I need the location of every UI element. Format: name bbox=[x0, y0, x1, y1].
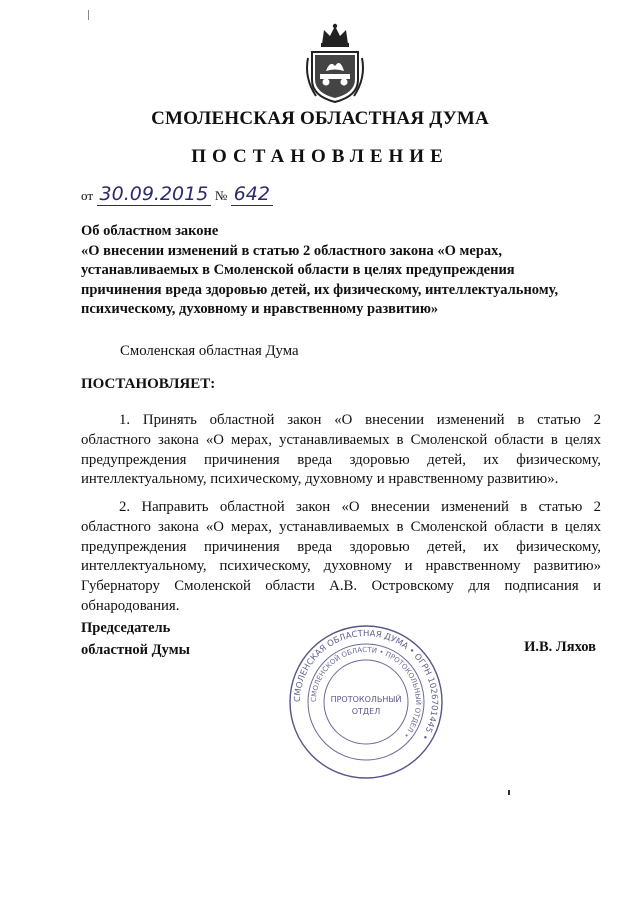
date-number-line bbox=[81, 183, 273, 206]
paragraph-2 bbox=[81, 498, 601, 617]
scan-speck bbox=[508, 790, 510, 795]
paragraph-line: областного закона «О мерах, устанавливаемых в Смоленской области в целях bbox=[81, 431, 601, 448]
subject-heading bbox=[81, 222, 601, 320]
paragraph-line: предупреждения причинения вреда здоровью детей, их физическому, bbox=[81, 451, 601, 468]
subject-line: «О внесении изменений в статью 2 областного закона «О мерах, bbox=[81, 242, 503, 259]
organization-title: СМОЛЕНСКАЯ ОБЛАСТНАЯ ДУМА bbox=[151, 108, 489, 129]
paragraph-line: интеллектуальному, психическому, духовному и нравственному развитию» bbox=[81, 558, 601, 575]
paragraph-line: предупреждения причинения вреда здоровью детей, их физическому, bbox=[81, 538, 601, 555]
smolensk-coat-of-arms-icon bbox=[302, 22, 368, 106]
document-date: 30.09.2015 bbox=[97, 183, 212, 206]
subject-line: причинения вреда здоровью детей, их физическому, интеллектуальному, bbox=[81, 281, 559, 298]
intro-text: Смоленская областная Дума bbox=[120, 343, 299, 359]
stamp-inner-text: СМОЛЕНСКОЙ ОБЛАСТИ • ПРОТОКОЛЬНЫЙ ОТДЕЛ • bbox=[309, 645, 423, 740]
paragraph-line: 2. Направить областной закон «О внесении изменений в статью 2 bbox=[119, 499, 601, 515]
signer-name: И.В. Ляхов bbox=[524, 639, 596, 655]
paragraph-line: интеллектуальному, психическому, духовному и нравственному развитию». bbox=[81, 471, 559, 488]
stamp-center-line: ПРОТОКОЛЬНЫЙ bbox=[330, 695, 402, 704]
subject-line: психическому, духовному и нравственному развитию» bbox=[81, 301, 439, 317]
paragraph-line: Губернатору Смоленской области А.В. Островскому для подписания и bbox=[81, 578, 601, 595]
subject-line: устанавливаемых в Смоленской области в целях предупреждения bbox=[81, 262, 515, 278]
paragraph-line: обнародования. bbox=[81, 597, 180, 614]
paragraph-line: областного закона «О мерах, устанавливаемых в Смоленской области в целях bbox=[81, 518, 601, 535]
stamp-outer-text: СМОЛЕНСКАЯ ОБЛАСТНАЯ ДУМА • ОГРН 1026701445 • bbox=[292, 628, 440, 742]
paragraph-1 bbox=[81, 411, 601, 490]
date-prefix: от bbox=[81, 188, 94, 203]
paragraph-line: 1. Принять областной закон «О внесении изменений в статью 2 bbox=[119, 412, 601, 428]
decree-word: ПОСТАНОВЛЯЕТ: bbox=[81, 376, 216, 392]
number-label: № bbox=[214, 188, 228, 203]
scan-speck bbox=[88, 10, 89, 20]
document-type-title: ПОСТАНОВЛЕНИЕ bbox=[191, 146, 449, 167]
document-number: 642 bbox=[231, 183, 273, 206]
round-seal-stamp-icon bbox=[286, 622, 446, 782]
subject-line: Об областном законе bbox=[81, 223, 219, 239]
chair-title-line: областной Думы bbox=[81, 642, 190, 658]
stamp-center-line: ОТДЕЛ bbox=[351, 707, 381, 716]
chair-title bbox=[81, 617, 190, 661]
chair-title-line: Председатель bbox=[81, 620, 171, 636]
